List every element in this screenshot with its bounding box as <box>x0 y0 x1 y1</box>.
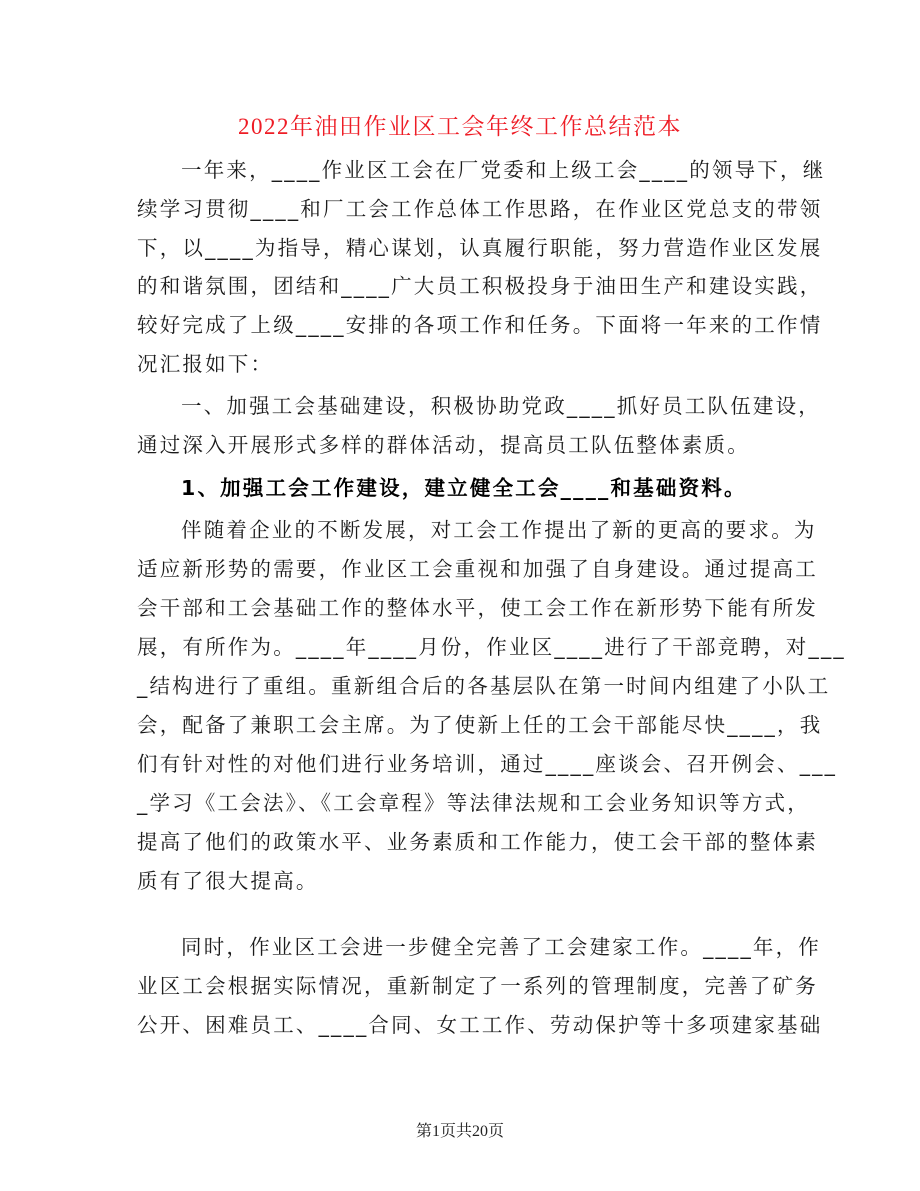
paragraph-line: 下，以____为指导，精心谋划，认真履行职能，努力营造作业区发展 <box>137 236 823 260</box>
paragraph-line: 公开、困难员工、____合同、女工工作、劳动保护等十多项建家基础 <box>137 1013 823 1037</box>
paragraph-line: 展，有所作为。____年____月份，作业区____进行了干部竞聘，对___ <box>137 635 846 659</box>
section-heading-line: 一、加强工会基础建设，积极协助党政____抓好员工队伍建设， <box>181 394 821 418</box>
paragraph-line: 续学习贯彻____和厂工会工作总体工作思路，在作业区党总支的带领 <box>137 197 823 221</box>
paragraph-line: 提高了他们的政策水平、业务素质和工作能力，使工会干部的整体素 <box>137 830 818 854</box>
paragraph-line: 们有针对性的对他们进行业务培训，通过____座谈会、召开例会、___ <box>137 752 838 776</box>
paragraph-line: 会干部和工会基础工作的整体水平，使工会工作在新形势下能有所发 <box>137 596 818 620</box>
section-heading-line: 通过深入开展形式多样的群体活动，提高员工队伍整体素质。 <box>137 433 750 457</box>
document-title: 2022年油田作业区工会年终工作总结范本 <box>238 114 682 139</box>
paragraph-line: 较好完成了上级____安排的各项工作和任务。下面将一年来的工作情 <box>137 313 823 337</box>
page-number: 第1页共20页 <box>415 1123 504 1140</box>
paragraph-line: _学习《工会法》、《工会章程》等法律法规和工会业务知识等方式， <box>137 791 810 815</box>
paragraph-line: 业区工会根据实际情况，重新制定了一系列的管理制度，完善了矿务 <box>137 974 818 998</box>
subsection-heading: 1、加强工会工作建设，建立健全工会____和基础资料。 <box>181 476 747 500</box>
paragraph-line: 会，配备了兼职工会主席。为了使新上任的工会干部能尽快____，我 <box>137 713 823 737</box>
paragraph-line: 况汇报如下： <box>137 352 274 376</box>
paragraph-line: _结构进行了重组。重新组合后的各基层队在第一时间内组建了小队工 <box>137 674 831 698</box>
paragraph-line: 同时，作业区工会进一步健全完善了工会建家工作。____年，作 <box>181 935 821 959</box>
paragraph-line: 伴随着企业的不断发展，对工会工作提出了新的更高的要求。为 <box>181 518 817 542</box>
paragraph-line: 一年来，____作业区工会在厂党委和上级工会____的领导下，继 <box>181 158 826 182</box>
paragraph-line: 质有了很大提高。 <box>137 869 319 893</box>
paragraph-line: 适应新形势的需要，作业区工会重视和加强了自身建设。通过提高工 <box>137 557 818 581</box>
paragraph-line: 的和谐氛围，团结和____广大员工积极投身于油田生产和建设实践， <box>137 274 823 298</box>
